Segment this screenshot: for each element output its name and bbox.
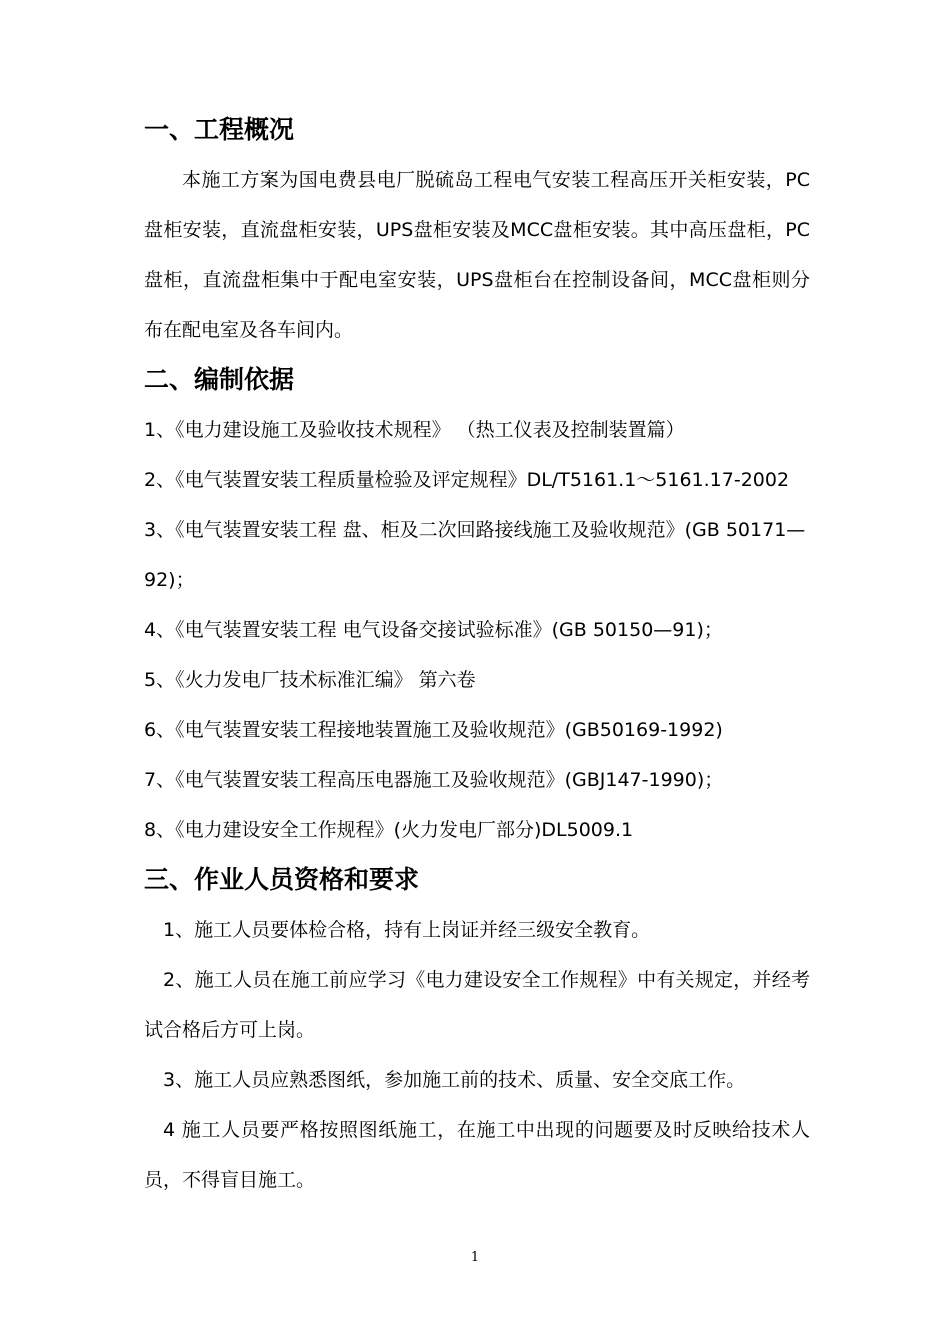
requirement-item-3: 3、施工人员应熟悉图纸，参加施工前的技术、质量、安全交底工作。 [163,1069,746,1091]
basis-item-6: 6、《电气装置安装工程接地装置施工及验收规范》(GB50169-1992) [144,719,723,741]
page-number: 1 [470,1250,480,1265]
document-body [144,105,810,1205]
basis-item-2: 2、《电气装置安装工程质量检验及评定规程》DL/T5161.1～5161.17-2002 [144,469,790,491]
basis-item-3: 3、《电气装置安装工程 盘、柜及二次回路接线施工及验收规范》(GB 50171—92)； [144,519,806,591]
basis-item-1: 1、《电力建设施工及验收技术规程》 （热工仪表及控制装置篇） [144,419,685,441]
basis-item-8: 8、《电力建设安全工作规程》(火力发电厂部分)DL5009.1 [144,819,634,841]
section-heading-overview: 一、工程概况 [144,115,295,144]
basis-item-4: 4、《电气装置安装工程 电气设备交接试验标准》(GB 50150—91)； [144,619,723,641]
requirement-item-4: 4 施工人员要严格按照图纸施工，在施工中出现的问题要及时反映给技术人员，不得盲目施工。 [144,1119,810,1191]
requirement-item-1: 1、施工人员要体检合格，持有上岗证并经三级安全教育。 [163,919,651,941]
section-heading-basis: 二、编制依据 [144,365,295,394]
basis-item-5: 5、《火力发电厂技术标准汇编》 第六卷 [144,669,476,691]
section-heading-personnel: 三、作业人员资格和要求 [144,865,420,894]
overview-paragraph: 本施工方案为国电费县电厂脱硫岛工程电气安装工程高压开关柜安装，PC盘柜安装，直流盘柜安装，UPS盘柜安装及MCC盘柜安装。其中高压盘柜，PC盘柜，直流盘柜集中于配电室安装，UPS盘柜台在控制设备间，MCC盘柜则分布在配电室及各车间内。 [144,169,810,341]
requirement-item-2: 2、施工人员在施工前应学习《电力建设安全工作规程》中有关规定，并经考试合格后方可上岗。 [144,969,810,1041]
basis-item-7: 7、《电气装置安装工程高压电器施工及验收规范》(GBJ147-1990)； [144,769,724,791]
